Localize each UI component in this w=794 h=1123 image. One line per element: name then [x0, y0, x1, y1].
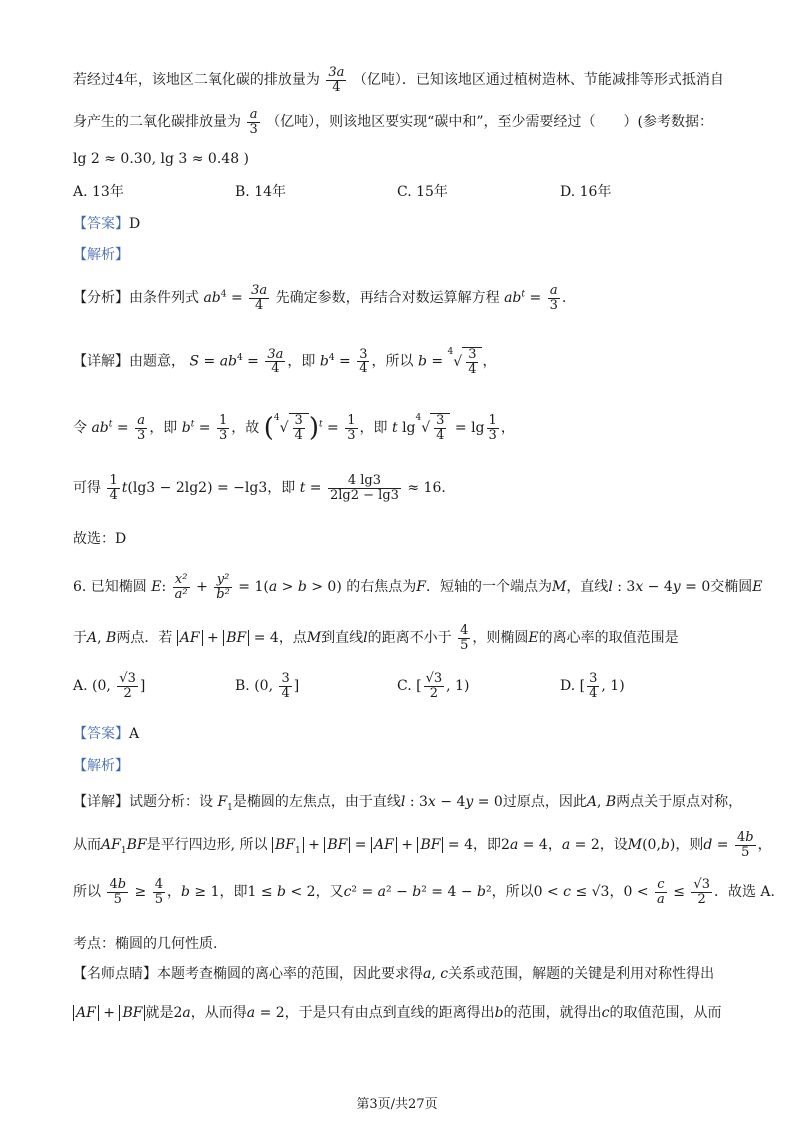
answer-tag: 【答案】 — [73, 726, 129, 742]
option-a: A. (0, $\frac{√3}{2}$ ] — [73, 671, 146, 701]
fraction: $\frac{\text{x²}}{\text{a²}}$ — [174, 572, 188, 602]
fraction: $\frac{√3}{2}$ — [693, 877, 710, 907]
fraction: $\frac{1}{3}$ — [347, 412, 356, 443]
option-d: D. [ $\frac{3}{4}$ , 1) — [560, 671, 625, 701]
fraction: $\frac{c}{a}$ — [657, 877, 665, 907]
q6-mingshi-2: AF + BF 就是2a，从而得a = 2，于是只有由点到直线的距离得出b的范围，就得出c的取值范围，从而 — [73, 1002, 794, 1022]
q6-detail-1: 【详解】试题分析：设 $F_1$是椭圆的左焦点，由于直线l : 3x − 4y = 0过原点，因此A, B两点关于原点对称， — [73, 794, 743, 813]
option-b: B. (0, $\frac{3}{4}$ ] — [235, 671, 300, 701]
fraction: $\frac{a}{3}$ — [137, 412, 146, 443]
option-c: C. 15年 — [397, 184, 448, 200]
fraction: $\frac{4b}{5}$ — [736, 830, 754, 860]
q6-stem-2: 于A, B两点．若 AF + BF = 4，点M到直线l的距离不小于 $\frac{4}{5}$ ，则椭圆E的离心率的取值范围是 — [73, 623, 679, 653]
option-b: B. 14年 — [235, 184, 287, 200]
q5-line-1: 若经过4年，该地区二氧化碳的排放量为 $\frac{3a}{4}$ （亿吨）．已知该地区通过植树造林、节能减排等形式抵消自 — [73, 65, 724, 95]
q6-stem-1: 6. 已知椭圆 E: $\frac{\text{x²}}{\text{a²}}$ + $\frac{\text{y²}}{\text{b²}}$ = 1(a > b > 0) 的右焦点为F．短轴的一个端点为M，直线l : 3x − 4y = 0交椭圆E — [73, 572, 763, 602]
fraction: $\frac{4 \lg 3}{2\lg 2 - \lg 3}$ — [329, 473, 399, 503]
option-c: C. [ $\frac{√3}{2}$ , 1) — [397, 671, 470, 701]
fraction: $\frac{3}{4}$ — [359, 346, 368, 377]
fraction: $\frac{4}{5}$ — [460, 623, 469, 653]
q6-mingshi-1: 【名师点睛】本题考查椭圆的离心率的范围，因此要求得a, c关系或范围，解题的关键是利用对称性得出 — [73, 966, 715, 982]
q5-detail-2: 令 $ab^t$ = $\frac{a}{3}$ ，即 $b^t$ = $\frac{1}{3}$ ，故 ($^4$√ $\frac{3}{4}$ )$^t$ = $\frac{1}{3}$ ，即 t $\lg^4√$ $\frac{3}{4}$ = lg $\frac{1}{3}$ ， — [73, 412, 515, 443]
fraction: $\frac{\text{y²}}{\text{b²}}$ — [216, 572, 230, 602]
fraction: $\frac{3a}{4}$ — [251, 283, 268, 313]
q6-detail-3: 所以 $\frac{4b}{5}$ ≥ $\frac{4}{5}$ ，b ≥ 1，即1 ≤ b < 2，又c² = a² − b² = 4 − b²，所以0 < c ≤ √3，0 < $\frac{c}{a}$ ≤ $\frac{√3}{2}$ ．故选 A. — [73, 877, 775, 907]
fraction: $\frac{4}{5}$ — [154, 877, 163, 907]
option-a: A. 13年 — [73, 184, 124, 200]
q5-reference-data: lg 2 ≈ 0.30, lg 3 ≈ 0.48 ) — [73, 151, 250, 167]
q6-analysis-tag: 【解析】 — [73, 758, 129, 774]
q5-detail-3: 可得 $\frac{1}{4}$ t(lg3 − 2lg2) = −lg3，即 t = $\frac{4 \lg 3}{2\lg 2 - \lg 3}$ ≈ 16． — [73, 473, 456, 503]
q5-fenxi: 【分析】由条件列式 $ab^4$ = $\frac{3a}{4}$ 先确定参数，再结合对数运算解方程 $ab^t$ = $\frac{a}{3}$ ． — [73, 283, 576, 313]
fraction: $\frac{a}{3}$ — [549, 283, 558, 313]
fraction: $\frac{3a}{4}$ — [328, 65, 345, 95]
q6-answer: 【答案】A — [73, 726, 140, 742]
q5-analysis-tag: 【解析】 — [73, 247, 129, 263]
option-d: D. 16年 — [560, 184, 612, 200]
fraction: $\frac{1}{4}$ — [109, 473, 118, 503]
q6-detail-2: 从而$AF_1BF$是平行四边形, 所以 $BF_1$ + BF = AF + BF = 4，即2a = 4，a = 2，设M(0,b)，则d = $\frac{4b}{5}$ ， — [73, 830, 772, 860]
q5-line-2: 身产生的二氧化碳排放量为 $\frac{a}{3}$ （亿吨），则该地区要实现“碳中和”，至少需要经过（ ）(参考数据： — [73, 107, 713, 137]
root: $^4$√ $\frac{3}{4}$ — [448, 347, 483, 376]
answer-tag: 【答案】 — [73, 216, 129, 232]
q5-answer: 【答案】D — [73, 216, 141, 232]
fraction: $\frac{4b}{5}$ — [109, 877, 127, 907]
q5-choice: 故选：D — [73, 531, 127, 547]
page-footer: 第3页/共27页 — [356, 1097, 438, 1112]
fraction: $\frac{1}{3}$ — [219, 412, 228, 443]
q5-detail-1: 【详解】由题意， $S = ab^4$ = $\frac{3a}{4}$ ，即 $b^4$ = $\frac{3}{4}$ ，所以 b = $^4$√ $\frac{3}{4}$ ， — [73, 346, 497, 377]
fraction: $\frac{3a}{4}$ — [267, 346, 284, 377]
q6-kaodian: 考点：椭圆的几何性质. — [73, 936, 218, 952]
fraction: $\frac{a}{3}$ — [249, 107, 258, 137]
